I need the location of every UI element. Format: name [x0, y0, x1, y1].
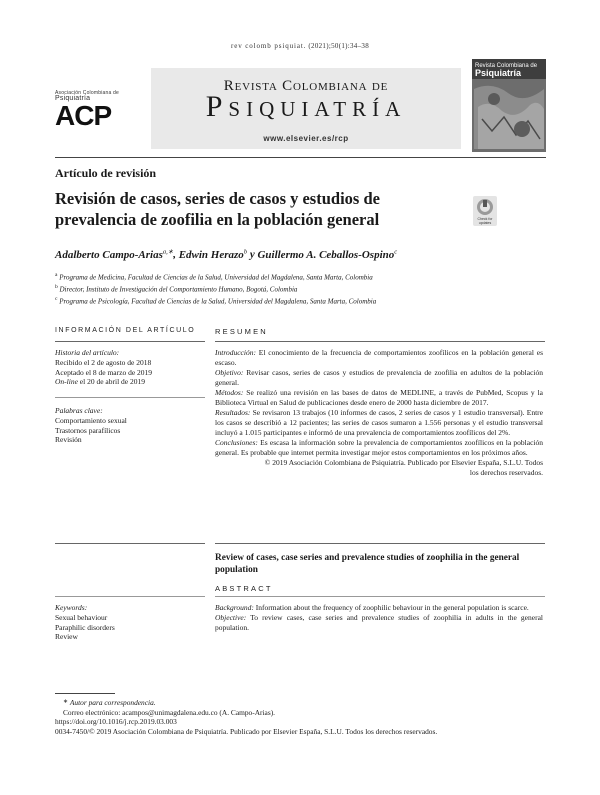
corresponding-note: ∗ Autor para correspondencia.	[63, 698, 156, 707]
right-section-divider	[215, 543, 545, 544]
resumen-body	[215, 348, 543, 478]
article-info-heading: INFORMACIÓN DEL ARTÍCULO	[55, 327, 196, 334]
keywords-en	[55, 603, 205, 642]
accepted-date: Aceptado el 8 de marzo de 2019	[55, 367, 153, 377]
header-rule	[55, 157, 546, 158]
history-label: Historia del artículo:	[55, 348, 120, 357]
keyword-item[interactable]: Revisión	[55, 435, 82, 445]
keyword-en-item[interactable]: Review	[55, 632, 78, 642]
journal-citation-line	[0, 42, 600, 50]
right-column-rule	[215, 341, 545, 342]
article-title: Revisión de casos, series de casos y estudios de prevalencia de zoofilia en la población general	[55, 189, 380, 229]
footnotes	[55, 698, 545, 736]
keyword-item[interactable]: Trastornos parafílicos	[55, 425, 121, 435]
keyword-item[interactable]: Comportamiento sexual	[55, 415, 127, 425]
keyword-en-item[interactable]: Paraphilic disorders	[55, 622, 115, 632]
resumen-copyright: © 2019 Asociación Colombiana de Psiquiatría. Publicado por Elsevier España, S.L.U. Todos los derechos reservados.	[264, 458, 543, 477]
resumen-introduccion: Introducción: El conocimiento de la frecuencia de comportamientos zoofílicos en la población general es escaso.	[215, 348, 543, 367]
affiliation-c: $^c$ Programa de Psicología, Facultad de Ciencias de la Salud, Universidad del Magdalena, Santa Marta, Colombia	[55, 296, 377, 306]
abstract-body	[215, 603, 543, 633]
journal-abbreviation: rev colomb psiquiat.	[230, 42, 307, 50]
history-divider	[55, 397, 205, 398]
resumen-resultados: Resultados: Se revisaron 13 trabajos (10 informes de casos, 2 series de casos y 1 estudio transversal). Entre los casos se describió a 12 pacientes; las series de casos sumaron a 1.556 personas y el estudio transversal incluyó a 1.015 participantes e informó de una prevalencia de comportamientos zoofílicos del 2%.	[215, 408, 543, 437]
affiliation-a: $^a$ Programa de Medicina, Facultad de Ciencias de la Salud, Universidad del Magdalena, Santa Marta, Colombia	[55, 272, 373, 282]
online-date: On-line el 20 de abril de 2019	[55, 377, 145, 387]
received-date: Recibido el 2 de agosto de 2018	[55, 357, 152, 367]
journal-url-link[interactable]: www.elsevier.es/rcp	[263, 134, 349, 143]
author-2[interactable]: Edwin Herazo$^b$	[178, 248, 248, 261]
author-3[interactable]: Guillermo A. Ceballos-Ospino$^c$	[257, 248, 398, 261]
doi-link[interactable]: https://doi.org/10.1016/j.rcp.2019.03.003	[55, 717, 177, 727]
banner-title-line2: Psiquiatría	[205, 90, 407, 123]
resumen-objetivo: Objetivo: Revisar casos, series de casos y estudios de prevalencia de zoofilia en adultos de la población general.	[215, 368, 543, 387]
article-history	[55, 348, 205, 387]
logo-small-text-1: Asociación Colombiana de	[55, 90, 120, 96]
left-section-divider	[55, 543, 205, 544]
cover-title-1: Revista Colombiana de	[475, 63, 538, 69]
author-list	[55, 247, 535, 261]
left-en-rule	[55, 596, 205, 597]
keywords-label: Palabras clave:	[55, 406, 103, 415]
abstract-background: Background: Information about the frequency of zoophilic behaviour in the general population is scarce.	[215, 603, 529, 612]
footnote-rule	[55, 693, 115, 694]
resumen-heading: RESUMEN	[215, 327, 268, 336]
author-1[interactable]: Adalberto Campo-Arias$^{a,∗}$	[55, 248, 174, 261]
logo-small-text-2: Psiquiatría	[55, 95, 91, 102]
resumen-metodos: Métodos: Se realizó una revisión en las bases de datos de MEDLINE, a través de PubMed, Scopus y la Biblioteca Virtual en Salud de publicaciones desde enero de 2000 hasta diciembre de 2017.	[215, 388, 543, 407]
keywords-es	[55, 406, 205, 445]
keyword-en-item[interactable]: Sexual behaviour	[55, 612, 108, 622]
crossmark-label: Check for updates	[477, 217, 493, 225]
affiliation-b: $^b$ Director, Instituto de Investigación del Comportamiento Humano, Bogotá, Colombia	[55, 284, 298, 294]
banner-title-line1: Revista Colombiana de	[223, 78, 389, 94]
journal-banner	[151, 68, 461, 149]
journal-citation: (2021);50(1):34–38	[306, 42, 370, 50]
journal-cover-image	[472, 59, 546, 152]
logo-acronym: ACP	[55, 100, 112, 131]
keywords-en-label: Keywords:	[55, 603, 88, 612]
cover-title-2: Psiquiatría	[475, 68, 522, 78]
acp-logo	[55, 90, 137, 132]
abstract-objective: Objective: To review cases, case series and prevalence studies of zoophilia in adults in the general population.	[215, 613, 543, 632]
abstract-heading: ABSTRACT	[215, 584, 273, 593]
right-en-rule	[215, 596, 545, 597]
author-separator: y	[247, 248, 258, 261]
issn-copyright: 0034-7450/© 2019 Asociación Colombiana de Psiquiatría. Publicado por Elsevier España, S.L.U. Todos los derechos reservados.	[55, 726, 438, 736]
email-note[interactable]: Correo electrónico: acampos@unimagdalena.edu.co (A. Campo-Arias).	[63, 707, 276, 717]
check-for-updates-badge[interactable]	[473, 196, 497, 226]
article-type: Artículo de revisión	[55, 166, 157, 180]
resumen-conclusiones: Conclusiones: Es escasa la información sobre la prevalencia de comportamientos zoofílicos en la población general. Es probable que internet permita investigar mejor estos comportamientos en los próximos años.	[215, 438, 543, 457]
left-column-rule	[55, 341, 205, 342]
english-title: Review of cases, case series and prevalence studies of zoophilia in the general population	[215, 553, 520, 575]
author-separator: ,	[173, 248, 179, 261]
